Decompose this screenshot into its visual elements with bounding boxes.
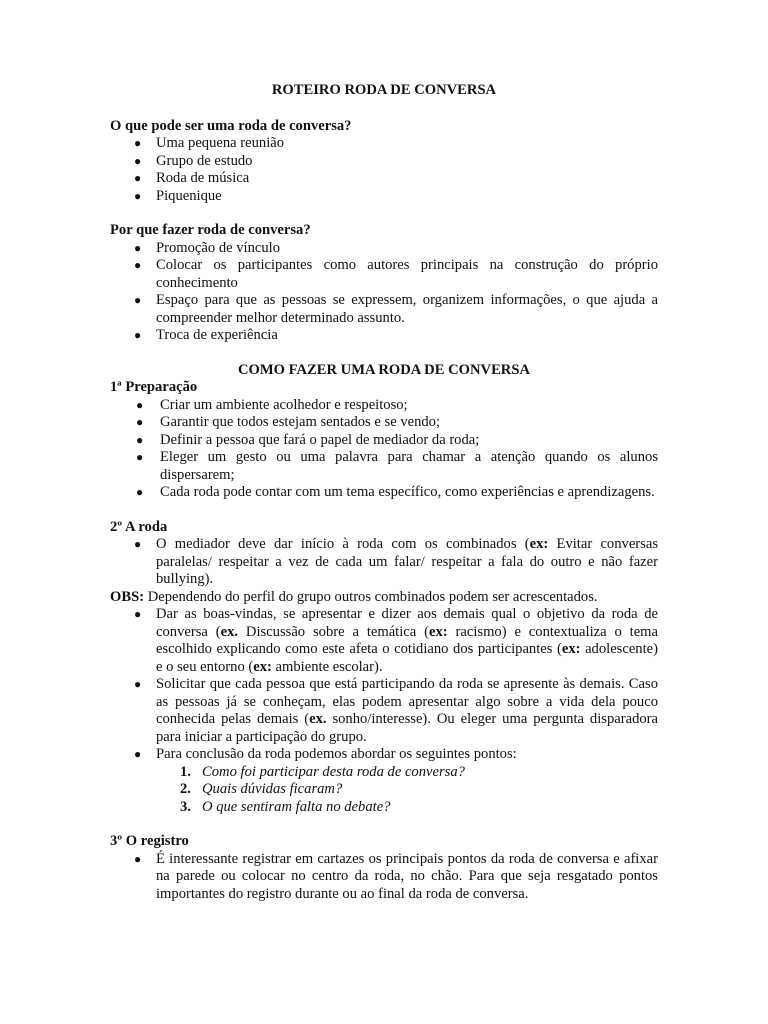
howto-title: COMO FAZER UMA RODA DE CONVERSA [237, 361, 531, 378]
list-item: ● Garantir que todos estejam sentados e se vendo; [136, 414, 441, 430]
question-number: 1. [180, 763, 191, 780]
bullet-icon: ● [134, 328, 142, 342]
list-item: ● Definir a pessoa que fará o papel de mediador da roda; [136, 431, 480, 448]
list-item: ● Promoção de vínculo [134, 239, 281, 256]
bullet-list-why [110, 240, 658, 345]
bullet-icon: ● [134, 607, 142, 621]
list-item: ● Cada roda pode contar com um tema específico, como experiências e aprendizagens. [136, 484, 655, 500]
list-item: ● Piquenique [134, 187, 222, 204]
bullet-icon: ● [134, 851, 142, 866]
bullet-icon: ● [134, 747, 142, 761]
section-heading-what: O que pode ser uma roda de conversa? [110, 117, 352, 134]
question-item: 3. O que sentiram falta no debate? [180, 798, 391, 815]
numbered-question-list [110, 764, 658, 817]
obs-label: OBS: [110, 588, 145, 605]
bullet-list-registro [110, 851, 658, 904]
bullet-icon: ● [136, 432, 144, 447]
bullet-icon: ● [134, 136, 142, 150]
bullet-icon: ● [136, 485, 144, 499]
list-item: ● Solicitar que cada pessoa que está participando da roda se apresente às demais. Caso as pessoas já se conheçam, elas podem apresentar algo sobre a vida dela pouco conhecida pelas demais (ex. sonho/interesse). Ou eleger uma pergunta disparadora para iniciar a participação do grupo. [134, 676, 658, 745]
question-item: 1. Como foi participar desta roda de conversa? [180, 763, 465, 780]
bullet-icon: ● [134, 677, 142, 691]
question-item: 2. Quais dúvidas ficaram? [180, 781, 343, 797]
bullet-list-preparacao [110, 397, 658, 502]
question-number: 3. [180, 798, 191, 815]
section-heading-registro: 3º O registro [110, 833, 189, 849]
list-item: ● Grupo de estudo [134, 152, 253, 169]
bullet-icon: ● [134, 258, 142, 272]
bullet-icon: ● [136, 450, 144, 464]
bullet-icon: ● [134, 293, 142, 307]
list-item: ● É interessante registrar em cartazes os principais pontos da roda de conversa e afixar na parede ou colocar no centro da roda, no chão. Para que seja resgatado pontos importantes do registro durante ou ao final da roda de conversa. [134, 850, 658, 902]
bullet-icon: ● [136, 415, 144, 429]
section-heading-why: Por que fazer roda de conversa? [110, 222, 311, 238]
document-page [110, 82, 658, 903]
bullet-list-roda-1 [110, 536, 658, 589]
list-item: ● Roda de música [134, 170, 250, 186]
bullet-icon: ● [136, 397, 144, 412]
list-item: ● Dar as boas-vindas, se apresentar e dizer aos demais qual o objetivo da roda de conversa (ex. Discussão sobre a temática (ex: racismo) e contextualiza o tema escolhido explicando como este afeta o cotidiano dos participantes (ex: adolescente) e o seu entorno (ex: ambiente escolar). [134, 606, 659, 675]
list-item: ● Eleger um gesto ou uma palavra para chamar a atenção quando os alunos dispersarem; [136, 449, 658, 483]
list-item: ● Uma pequena reunião [134, 135, 285, 151]
section-heading-roda: 2º A roda [110, 518, 168, 535]
bullet-icon: ● [134, 153, 142, 168]
document-title: ROTEIRO RODA DE CONVERSA [271, 82, 497, 98]
list-item: ● Troca de experiência [134, 327, 278, 343]
question-number: 2. [180, 781, 191, 797]
bullet-icon: ● [134, 171, 142, 185]
list-item: ● Criar um ambiente acolhedor e respeitoso; [136, 396, 408, 413]
bullet-icon: ● [134, 240, 142, 255]
list-item: ● O mediador deve dar início à roda com os combinados (ex: Evitar conversas paralelas/ respeitar a vez de cada um falar/ respeitar a fala do outro e não fazer bullying). [134, 536, 658, 587]
obs-note: OBS: Dependendo do perfil do grupo outros combinados podem ser acrescentados. [110, 588, 598, 605]
bullet-list-what [110, 135, 658, 205]
bullet-icon: ● [134, 537, 142, 551]
bullet-list-roda-2 [110, 606, 658, 764]
section-heading-preparacao: 1ª Preparação [110, 379, 198, 395]
bullet-icon: ● [134, 188, 142, 203]
list-item: ● Colocar os participantes como autores principais na construção do próprio conhecimento [134, 257, 658, 291]
list-item: ● Espaço para que as pessoas se expressem, organizem informações, o que ajuda a compreender melhor determinado assunto. [134, 292, 658, 326]
list-item: ● Para conclusão da roda podemos abordar os seguintes pontos: [134, 746, 517, 762]
